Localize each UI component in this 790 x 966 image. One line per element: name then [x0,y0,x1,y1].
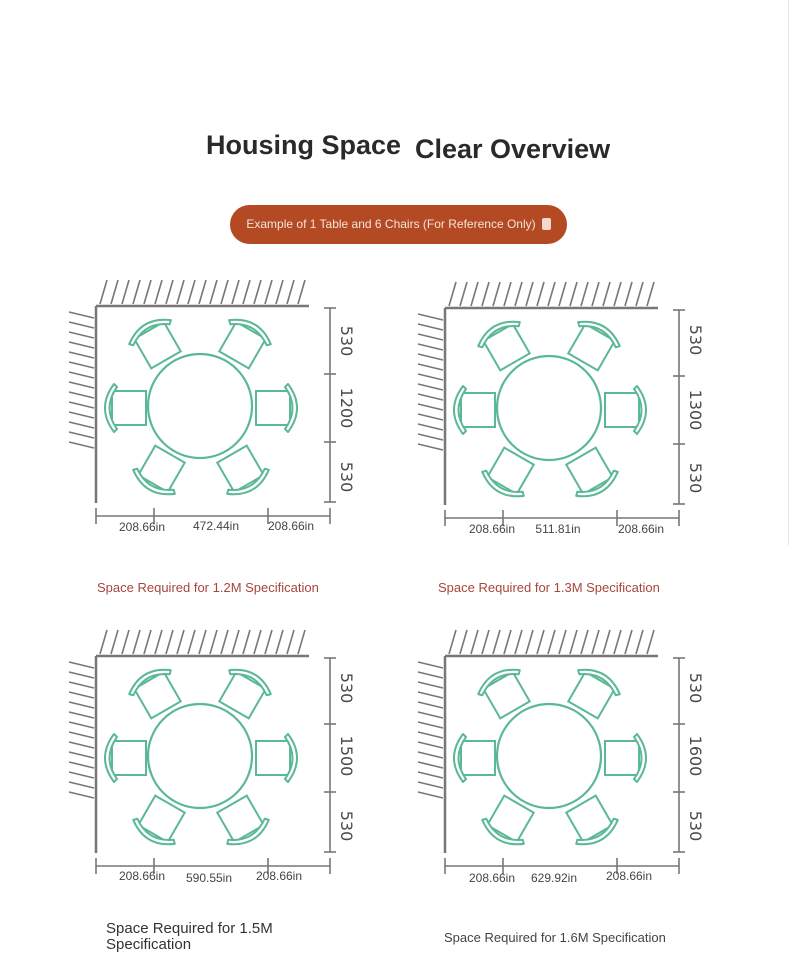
wall-hatch [418,702,443,708]
wall-hatch [69,422,94,428]
wall-hatch [69,662,94,668]
wall-hatch [537,630,544,654]
wall-hatch [636,630,643,654]
wall-hatch [188,630,195,654]
wall-hatch [210,630,217,654]
wall-hatch [298,630,305,654]
wall-hatch [418,712,443,718]
dim-vertical-bottom: 530 [686,810,705,842]
wall-hatch [210,280,217,304]
wall-hatch [418,692,443,698]
dim-vertical-bottom: 530 [337,810,356,842]
wall-hatch [515,282,522,306]
dim-vertical-middle: 1300 [686,389,705,431]
wall-hatch [418,434,443,440]
wall-hatch [69,322,94,328]
chair [605,734,646,782]
wall-hatch [69,712,94,718]
wall-hatch [418,662,443,668]
wall-hatch [221,630,228,654]
table-and-chairs [454,314,646,503]
chair [256,384,297,432]
wall-hatch [418,782,443,788]
wall-hatch [69,342,94,348]
dim-vertical-middle: 1500 [337,735,356,777]
wall-hatch [418,732,443,738]
wall-hatch [69,412,94,418]
wall-hatch [418,314,443,320]
dim-horizontal-left: 208.66in [118,520,166,534]
wall-hatch [69,682,94,688]
table-and-chairs [454,662,646,851]
wall-hatch [515,630,522,654]
wall-hatch [144,280,151,304]
wall-hatch [548,630,555,654]
wall-hatch [504,630,511,654]
wall-hatch [232,630,239,654]
round-table [497,356,601,460]
wall-hatch [418,682,443,688]
dim-vertical-top: 530 [686,324,705,356]
wall-hatch [418,424,443,430]
wall-hatch [122,280,129,304]
wall-hatch [418,742,443,748]
wall-hatch [647,282,654,306]
chair [454,386,495,434]
wall-hatch [188,280,195,304]
caption-spec-1-5m: Space Required for 1.5M Specification [106,920,273,953]
wall-hatch [276,630,283,654]
wall-hatch [647,630,654,654]
dim-vertical-top: 530 [686,672,705,704]
wall-hatch [614,282,621,306]
wall-hatch [243,630,250,654]
wall-hatch [69,442,94,448]
dim-horizontal-left: 208.66in [468,871,516,885]
wall-hatch [471,630,478,654]
reference-badge-label: Example of 1 Table and 6 Chairs (For Reference Only) [246,217,536,231]
caption-spec-1-6m: Space Required for 1.6M Specification [444,930,666,945]
wall-hatch [493,282,500,306]
wall-hatch [287,280,294,304]
chair-seat [112,741,146,775]
caption-spec-1-3m: Space Required for 1.3M Specification [438,580,660,595]
wall-hatch [69,742,94,748]
wall-hatch [265,280,272,304]
dim-vertical-middle: 1600 [686,735,705,777]
chair [105,384,146,432]
wall-hatch [69,672,94,678]
wall-hatch [199,280,206,304]
wall-hatch [232,280,239,304]
wall-hatch [418,354,443,360]
wall-hatch [133,630,140,654]
wall-hatch [177,630,184,654]
wall-hatch [418,672,443,678]
wall-hatch [254,280,261,304]
wall-hatch [69,732,94,738]
layout-diagram-2 [418,282,705,536]
wall-hatch [265,630,272,654]
chair-seat [256,741,290,775]
wall-hatch [614,630,621,654]
wall-hatch [603,282,610,306]
chair [605,386,646,434]
wall-hatch [166,630,173,654]
round-table [497,704,601,808]
wall-hatch [69,782,94,788]
wall-hatch [111,630,118,654]
wall-hatch [69,352,94,358]
wall-hatch [287,630,294,654]
wall-hatch [559,282,566,306]
wall-hatch [69,432,94,438]
wall-hatch [581,282,588,306]
wall-hatch [625,282,632,306]
wall-hatch [418,324,443,330]
wall-hatch [537,282,544,306]
wall-hatch [581,630,588,654]
wall-hatch [603,630,610,654]
chair [105,734,146,782]
wall-hatch [69,752,94,758]
table-and-chairs [105,662,297,851]
wall-hatch [122,630,129,654]
dim-vertical-bottom: 530 [686,462,705,494]
wall-hatch [69,312,94,318]
wall-hatch [166,280,173,304]
wall-hatch [243,280,250,304]
wall-hatch [570,630,577,654]
wall-hatch [625,630,632,654]
wall-hatch [418,394,443,400]
wall-hatch [69,372,94,378]
round-table [148,354,252,458]
wall-hatch [418,384,443,390]
wall-hatch [133,280,140,304]
wall-hatch [460,282,467,306]
wall-hatch [69,382,94,388]
wall-hatch [155,630,162,654]
dim-horizontal-right: 208.66in [255,869,303,883]
chair [256,734,297,782]
dim-horizontal-right: 208.66in [605,869,653,883]
wall-hatch [418,344,443,350]
wall-hatch [418,444,443,450]
layout-diagram-1 [69,280,356,534]
wall-hatch [69,772,94,778]
wall-hatch [592,630,599,654]
wall-hatch [418,364,443,370]
wall-hatch [100,630,107,654]
wall-hatch [570,282,577,306]
wall-hatch [276,280,283,304]
wall-hatch [69,332,94,338]
wall-hatch [471,282,478,306]
dim-vertical-top: 530 [337,672,356,704]
wall-hatch [548,282,555,306]
layout-diagram-3 [69,630,356,885]
table-and-chairs [105,312,297,501]
dim-horizontal-middle: 629.92in [530,871,578,885]
wall-hatch [418,404,443,410]
wall-hatch [69,762,94,768]
wall-hatch [69,692,94,698]
dim-vertical-top: 530 [337,325,356,357]
wall-hatch [254,630,261,654]
dim-horizontal-middle: 472.44in [192,519,240,533]
wall-hatch [144,630,151,654]
wall-hatch [298,280,305,304]
wall-hatch [418,792,443,798]
wall-hatch [69,402,94,408]
page-title-right: Clear Overview [415,134,611,164]
dim-vertical-bottom: 530 [337,461,356,493]
chair-seat [461,741,495,775]
chair-seat [605,741,639,775]
wall-hatch [155,280,162,304]
page-title-left: Housing Space [206,130,402,160]
wall-hatch [199,630,206,654]
caption-spec-1-2m: Space Required for 1.2M Specification [97,580,319,595]
wall-hatch [449,630,456,654]
dim-horizontal-left: 208.66in [468,522,516,536]
wall-hatch [418,762,443,768]
wall-hatch [418,752,443,758]
round-table [148,704,252,808]
wall-hatch [449,282,456,306]
wall-hatch [526,630,533,654]
wall-hatch [482,630,489,654]
dim-horizontal-right: 208.66in [617,522,665,536]
wall-hatch [100,280,107,304]
wall-hatch [221,280,228,304]
chair [454,734,495,782]
wall-hatch [559,630,566,654]
wall-hatch [418,334,443,340]
chair-seat [112,391,146,425]
layout-diagram-4 [418,630,705,885]
wall-hatch [526,282,533,306]
wall-hatch [418,722,443,728]
chair-seat [461,393,495,427]
wall-hatch [418,414,443,420]
dim-horizontal-middle: 511.81in [535,522,581,536]
wall-hatch [460,630,467,654]
dim-vertical-middle: 1200 [337,387,356,429]
wall-hatch [636,282,643,306]
chair-seat [256,391,290,425]
dim-horizontal-left: 208.66in [118,869,166,883]
dim-horizontal-right: 208.66in [267,519,315,533]
dim-horizontal-middle: 590.55in [185,871,233,885]
wall-hatch [69,792,94,798]
wall-hatch [111,280,118,304]
wall-hatch [69,722,94,728]
wall-hatch [69,702,94,708]
wall-hatch [418,772,443,778]
wall-hatch [69,392,94,398]
wall-hatch [482,282,489,306]
wall-hatch [177,280,184,304]
chair-seat [605,393,639,427]
wall-hatch [418,374,443,380]
wall-hatch [493,630,500,654]
wall-hatch [69,362,94,368]
wall-hatch [592,282,599,306]
wall-hatch [504,282,511,306]
